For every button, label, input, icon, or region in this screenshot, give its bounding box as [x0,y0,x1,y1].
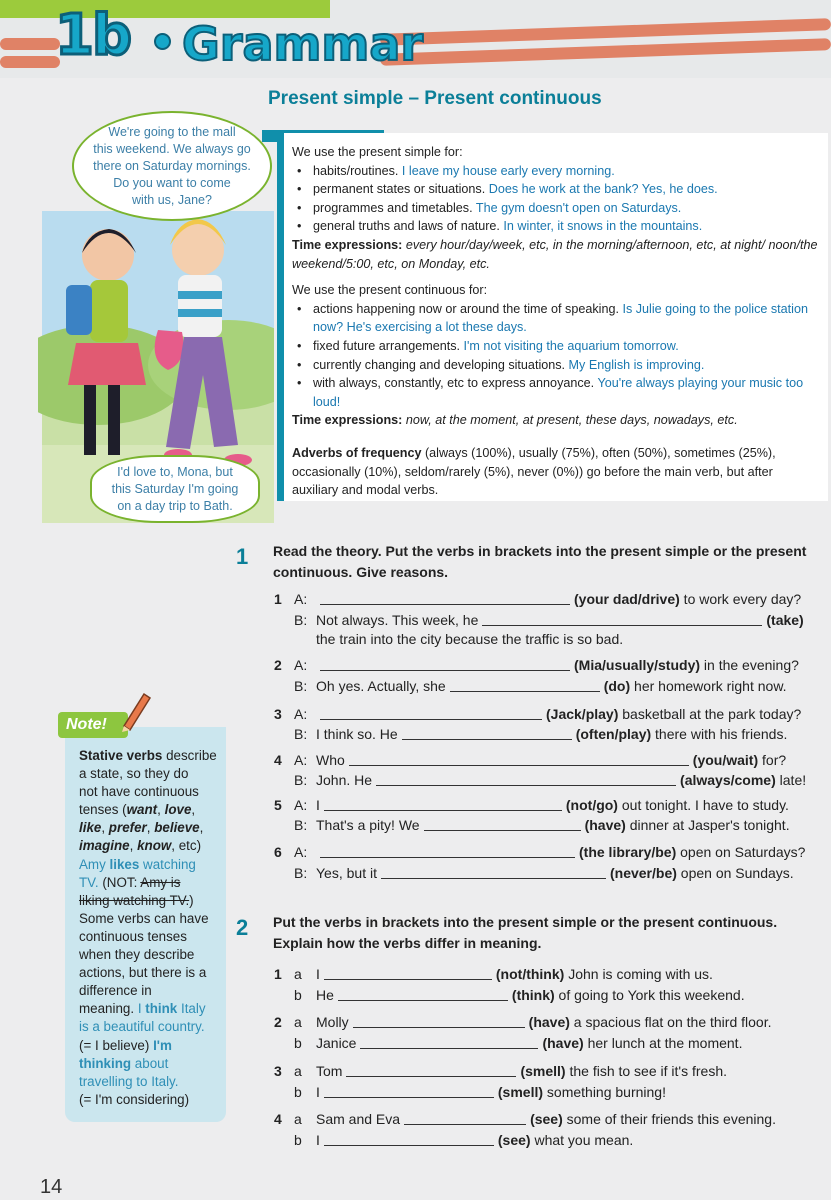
line-text: That's a pity! We [316,817,420,833]
page-number: 14 [40,1176,63,1198]
list-item: • general truths and laws of nature. In winter, it snows in the mountains. [313,217,818,236]
header-green-strip [0,0,330,18]
exercise-number: 1 [236,544,249,569]
exercise-line [274,751,786,768]
speaker-label: A: [294,797,308,813]
answer-blank[interactable] [404,1110,526,1125]
exercise-line [274,677,787,694]
present-continuous-intro: We use the present continuous for: [292,283,488,298]
exercise-line [274,611,804,628]
exercise-line [274,1110,776,1127]
item-number: 4 [274,1111,282,1127]
list-item: • fixed future arrangements. I'm not visiting the aquarium tomorrow. [313,337,818,356]
section-subtitle: Present simple – Present continuous [268,88,602,109]
answer-blank[interactable] [320,705,542,720]
bubble-line: with us, Jane? [132,192,212,207]
list-item: • permanent states or situations. Does he work at the bank? Yes, he does. [313,180,818,199]
verb-cue: (always/come) [680,772,776,788]
speaker-label: A: [294,844,308,860]
exercise-line [274,1083,666,1100]
verb-cue: (your dad/drive) [574,591,680,607]
item-number: 3 [274,1063,282,1079]
line-text: the fish to see if it's fresh. [565,1063,727,1079]
item-number: 1 [274,966,282,982]
item-number: 2 [274,657,282,673]
header-stripe [0,56,60,68]
speaker-label: A: [294,591,308,607]
exercise-line [274,771,806,788]
line-text: her homework right now. [630,678,787,694]
line-text: late! [775,772,807,788]
speaker-label: B: [294,612,308,628]
theory-box [277,133,828,501]
line-text: in the evening? [700,657,799,673]
present-simple-intro: We use the present simple for: [292,145,463,159]
speaker-label: B: [294,772,308,788]
speaker-label: A: [294,706,308,722]
speaker-label: b [294,1084,302,1100]
answer-blank[interactable] [376,771,676,786]
verb-cue: (not/think) [495,966,565,982]
line-text: open on Saturdays? [676,844,806,860]
verb-cue: (never/be) [609,865,677,881]
verb-cue: (you/wait) [692,752,759,768]
list-item: • habits/routines. I leave my house early every morning. [313,162,818,181]
item-number: 6 [274,844,282,860]
exercise-line [274,1013,771,1030]
answer-blank[interactable] [324,1083,494,1098]
verb-cue: (not/go) [565,797,618,813]
speaker-label: B: [294,865,308,881]
verb-cue: (have) [542,1035,584,1051]
line-text: I [316,1132,320,1148]
line-text: I [316,797,320,813]
item-number: 5 [274,797,282,813]
verb-cue: (Mia/usually/study) [574,657,701,673]
line-text: basketball at the park today? [618,706,802,722]
answer-blank[interactable] [450,677,600,692]
verb-cue: (smell) [520,1063,566,1079]
note-box: Stative verbs describe a state, so they do not have continuous tenses (want, love, like, prefer, believe, imagine, know, etc) Amy likes watching TV. (NOT: Amy is liking watching TV.) Some verbs can have continuous tenses when they describe actions, but there is a difference in meaning. I think Italy is a beautiful country. (= I believe) I'm thinking about travelling to Italy. (= I'm considering) [65,727,226,1122]
speaker-label: B: [294,726,308,742]
page-title: Grammar [182,17,424,71]
line-text: I think so. He [316,726,398,742]
verb-cue: (have) [528,1014,570,1030]
exercise-line [274,1034,742,1051]
answer-blank[interactable] [320,656,570,671]
speaker-label: a [294,1111,302,1127]
line-text: Tom [316,1063,343,1079]
exercise-line [274,864,794,881]
verb-cue: (see) [530,1111,563,1127]
speaker-label: A: [294,657,308,673]
note-tab: Note! [58,712,128,738]
line-text: He [316,987,334,1003]
verb-cue: (see) [497,1132,531,1148]
exercise-number: 2 [236,915,249,940]
pencil-icon [118,688,154,732]
adverbs-of-frequency: Adverbs of frequency (always (100%), usually (75%), often (50%), sometimes (25%), occasionally (10%), seldom/rarely (5%), never (0%)) go before the main verb, but after auxiliary and modal verbs. [292,445,776,498]
line-text: to work every day? [679,591,802,607]
answer-blank[interactable] [324,796,562,811]
speaker-label: a [294,1014,302,1030]
exercise-line [274,725,787,742]
line-text: dinner at Jasper's tonight. [625,817,790,833]
item-number: 2 [274,1014,282,1030]
exercise-line [274,590,801,607]
exercise-line [274,656,799,673]
line-text: Not always. This week, he [316,612,479,628]
verb-cue: (take) [766,612,804,628]
list-item: • programmes and timetables. The gym doesn't open on Saturdays. [313,199,818,218]
line-text: Sam and Eva [316,1111,401,1127]
speech-bubble-top [72,111,272,221]
title-dot [154,33,171,50]
answer-blank[interactable] [320,590,570,605]
exercise-instruction: Put the verbs in brackets into the present simple or the present continuous. Explain how the verbs differ in meaning. [273,914,778,951]
verb-cue: (the library/be) [579,844,677,860]
illustration [38,115,274,523]
verb-cue: (think) [511,987,555,1003]
speaker-label: b [294,1132,302,1148]
present-simple-list [292,162,818,236]
present-simple-time: Time expressions: every hour/day/week, etc, in the morning/afternoon, etc, at night/ noon/the weekend/5:00, etc, on Monday, etc. [292,237,818,271]
present-continuous-list [292,300,818,412]
item-number: 1 [274,591,282,607]
speech-bubble-bottom [90,455,260,523]
bubble-line: this weekend. We always go [93,141,251,156]
list-item: • with always, constantly, etc to express annoyance. You're always playing your music too loud! [313,374,818,411]
verb-cue: (have) [584,817,626,833]
exercise-line [274,843,805,860]
present-continuous-time: Time expressions: now, at the moment, at present, these days, nowadays, etc. [292,413,738,428]
answer-blank[interactable] [360,1034,538,1049]
line-text: her lunch at the moment. [583,1035,743,1051]
speaker-label: B: [294,678,308,694]
line-text: Janice [316,1035,357,1051]
line-text: Molly [316,1014,349,1030]
verb-cue: (Jack/play) [546,706,619,722]
verb-cue: (often/play) [575,726,652,742]
exercise-line [274,1131,633,1148]
item-number: 3 [274,706,282,722]
answer-blank[interactable] [346,1062,516,1077]
bubble-line: I'd love to, Mona, but [117,464,233,479]
line-text: a spacious flat on the third floor. [569,1014,772,1030]
exercise-line [274,796,789,813]
line-text: something burning! [543,1084,666,1100]
exercise-line [274,986,745,1003]
exercise-line [274,1062,727,1079]
speaker-label: a [294,966,302,982]
answer-blank[interactable] [324,965,492,980]
line-text: John. He [316,772,373,788]
answer-blank[interactable] [482,611,762,626]
line-text: open on Sundays. [676,865,794,881]
line-text: Who [316,752,345,768]
speaker-label: A: [294,752,308,768]
speaker-label: a [294,1063,302,1079]
speaker-label: b [294,1035,302,1051]
answer-blank[interactable] [353,1013,525,1028]
line-text: some of their friends this evening. [562,1111,776,1127]
bubble-line: this Saturday I'm going [111,481,239,496]
exercise-line [274,816,790,833]
answer-blank[interactable] [381,864,606,879]
exercise-line [274,631,623,647]
answer-blank[interactable] [320,843,575,858]
header-stripe [0,38,60,50]
line-text: of going to York this weekend. [554,987,745,1003]
line-text: Yes, but it [316,865,377,881]
line-text: Oh yes. Actually, she [316,678,446,694]
exercise-line [274,705,801,722]
line-text: I [316,966,320,982]
line-text: there with his friends. [651,726,788,742]
verb-cue: (smell) [497,1084,544,1100]
exercise-instruction: Read the theory. Put the verbs in brackets into the present simple or the present continuous. Give reasons. [273,543,807,580]
item-number: 4 [274,752,282,768]
bubble-line: on a day trip to Bath. [117,498,233,513]
exercise-line [274,965,713,982]
answer-blank[interactable] [349,751,689,766]
line-text: the train into the city because the traffic is so bad. [316,631,624,647]
line-text: out tonight. I have to study. [617,797,789,813]
verb-cue: (do) [603,678,631,694]
line-text: I [316,1084,320,1100]
bubble-line: there on Saturday mornings. [93,158,251,173]
list-item: • currently changing and developing situations. My English is improving. [313,356,818,375]
line-text: John is coming with us. [564,966,713,982]
speaker-label: b [294,987,302,1003]
line-text: what you mean. [530,1132,634,1148]
answer-blank[interactable] [424,816,581,831]
answer-blank[interactable] [338,986,508,1001]
bubble-line: We're going to the mall [108,124,236,139]
answer-blank[interactable] [324,1131,494,1146]
line-text: for? [758,752,787,768]
speaker-label: B: [294,817,308,833]
list-item: • actions happening now or around the time of speaking. Is Julie going to the police station now? He's exercising a lot these days. [313,300,818,337]
answer-blank[interactable] [402,725,572,740]
bubble-line: Do you want to come [113,175,231,190]
unit-number: 1b [55,3,131,68]
